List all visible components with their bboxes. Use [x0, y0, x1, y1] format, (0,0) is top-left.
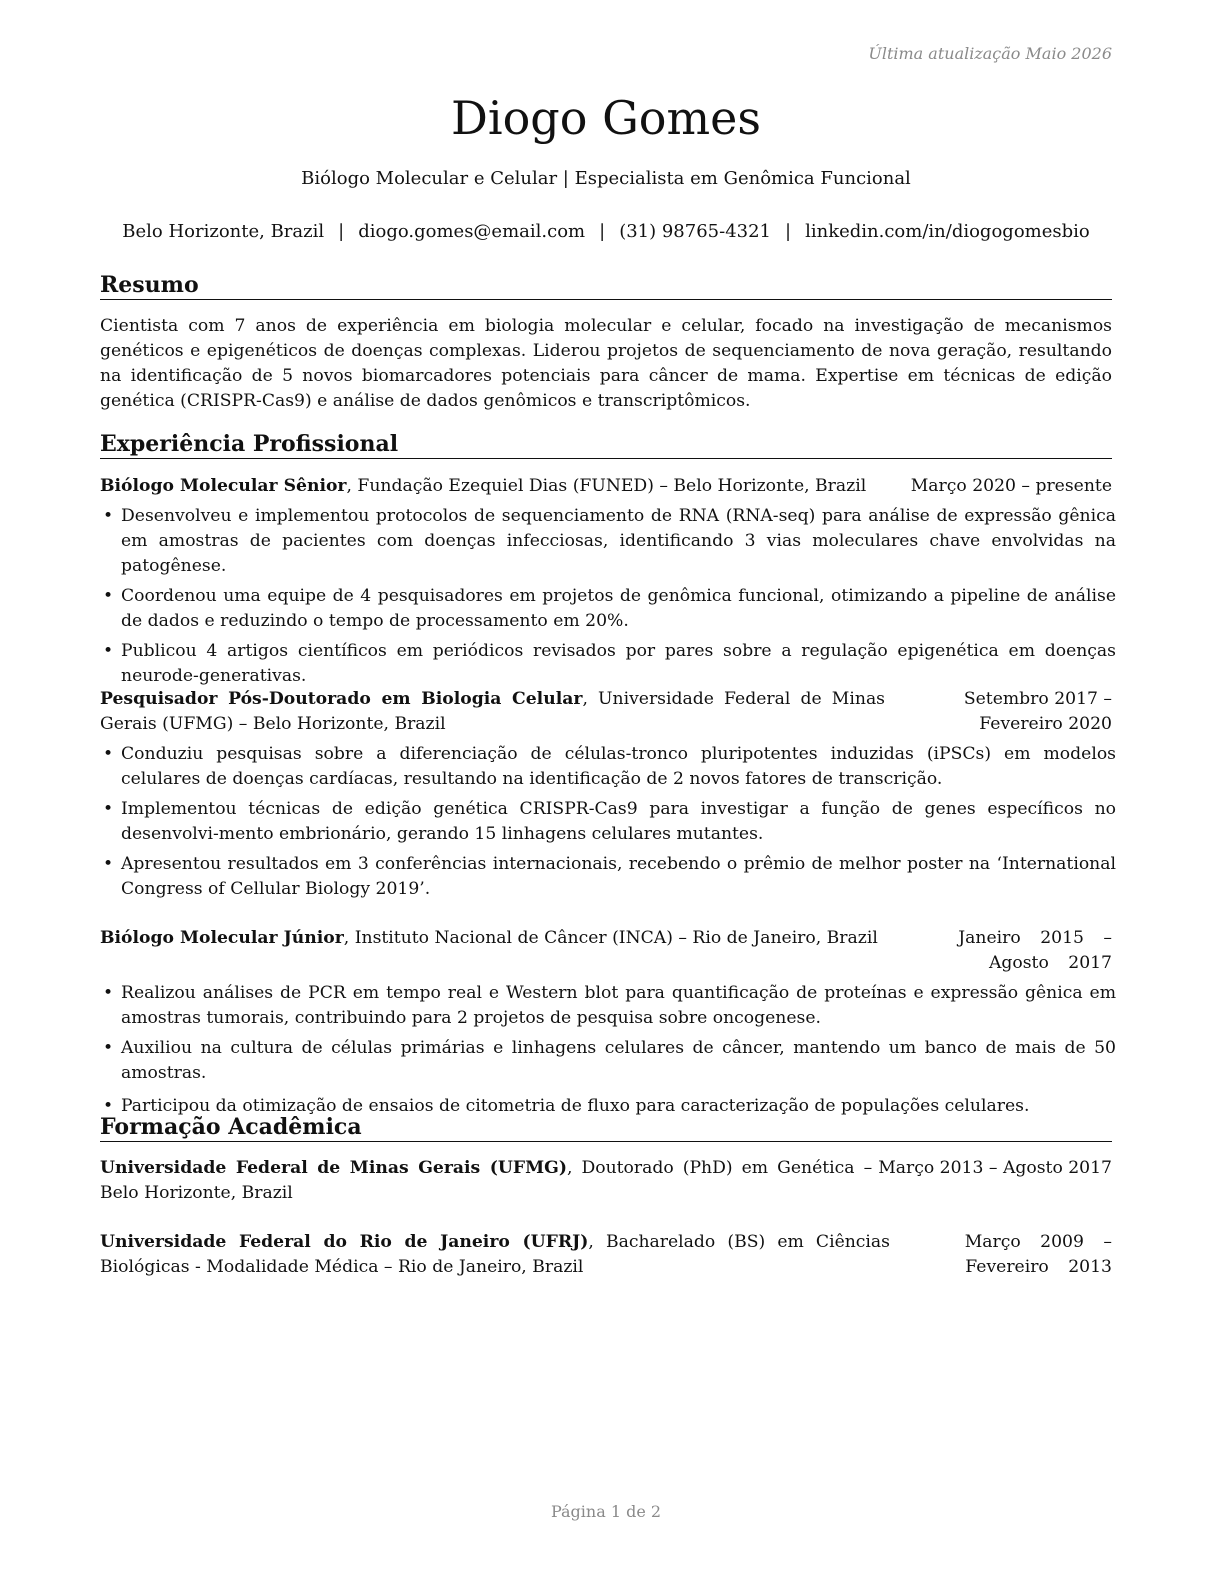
education-dates: Março 2013 – Agosto 2017 — [878, 1158, 1112, 1178]
contact-location: Belo Horizonte, Brazil — [122, 221, 325, 242]
job-header — [100, 687, 1112, 737]
contact-phone: (31) 98765-4321 — [619, 221, 772, 242]
job-dates: Setembro 2017 – Fevereiro 2020 — [963, 689, 1112, 734]
contact-separator: | — [785, 221, 792, 242]
education-school: Universidade Federal do Rio de Janeiro (UFRJ) — [100, 1232, 589, 1252]
job-org: , Instituto Nacional de Câncer (INCA) – Rio de Janeiro, Brazil — [343, 928, 878, 948]
last-updated: Última atualização Maio 2026 — [868, 44, 1112, 63]
list-item: • Desenvolveu e implementou protocolos de sequenciamento de RNA (RNA-seq) para análise de expressão gênica em amostras de pacientes com doenças infecciosas, identificando 3 vias moleculares chave envolvidas na patogênese. — [100, 504, 1116, 579]
list-item: • Coordenou uma equipe de 4 pesquisadores em projetos de genômica funcional, otimizando a pipeline de análise de dados e reduzindo o tempo de processamento em 20%. — [100, 584, 1116, 634]
list-item: • Realizou análises de PCR em tempo real e Western blot para quantificação de proteínas e expressão gênica em amostras tumorais, contribuindo para 2 projetos de pesquisa sobre oncogenese. — [100, 981, 1116, 1031]
job-org: , Fundação Ezequiel Dias (FUNED) – Belo Horizonte, Brazil — [346, 476, 867, 496]
resume-page — [100, 0, 1116, 1584]
list-item: • Publicou 4 artigos científicos em periódicos revisados por pares sobre a regulação epigenética em doenças neurode-generativas. — [100, 639, 1116, 689]
section-title-summary: Resumo — [100, 271, 1112, 300]
contact-separator: | — [338, 221, 345, 242]
job-org: , Universidade Federal de Minas Gerais (UFMG) – Belo Horizonte, Brazil — [100, 689, 886, 734]
page-number: Página 1 de 2 — [550, 1502, 662, 1521]
education-entry — [100, 1230, 1112, 1280]
education-detail: , Doutorado (PhD) em Genética – Belo Horizonte, Brazil — [100, 1158, 873, 1203]
contact-linkedin[interactable]: linkedin.com/in/diogogomesbio — [805, 221, 1090, 242]
job-header — [100, 474, 1112, 499]
job-bullets — [100, 981, 1116, 1119]
job-role: Pesquisador Pós-Doutorado em Biologia Celular — [100, 689, 583, 709]
section-title-experience: Experiência Profissional — [100, 430, 1112, 459]
job-bullets — [100, 742, 1116, 902]
contact-line — [100, 219, 1112, 245]
contact-email[interactable]: diogo.gomes@email.com — [358, 221, 586, 242]
job-bullets — [100, 504, 1116, 689]
education-school: Universidade Federal de Minas Gerais (UFMG) — [100, 1158, 567, 1178]
job-dates: Março 2020 – presente — [910, 476, 1112, 496]
job-dates: Janeiro 2015 – Agosto 2017 — [958, 928, 1112, 973]
job-role: Biólogo Molecular Júnior — [100, 928, 344, 948]
list-item: • Implementou técnicas de edição genética CRISPR-Cas9 para investigar a função de genes específicos no desenvolvi-mento embrionário, gerando 15 linhagens celulares mutantes. — [100, 797, 1116, 847]
summary-text: Cientista com 7 anos de experiência em biologia molecular e celular, focado na investigação de mecanismos genéticos e epigenéticos de doenças complexas. Liderou projetos de sequenciamento de nova geração, resultando na identificação de 5 novos biomarcadores potenciais para câncer de mama. Expertise em técnicas de edição genética (CRISPR-Cas9) e análise de dados genômicos e transcriptômicos. — [100, 316, 1112, 411]
list-item: • Auxiliou na cultura de células primárias e linhagens celulares de câncer, mantendo um banco de mais de 50 amostras. — [100, 1036, 1116, 1086]
contact-separator: | — [599, 221, 606, 242]
job-role: Biólogo Molecular Sênior — [100, 476, 347, 496]
job-header — [100, 926, 1112, 976]
section-title-education: Formação Acadêmica — [100, 1113, 1112, 1142]
candidate-subtitle: Biólogo Molecular e Celular | Especialista em Genômica Funcional — [301, 168, 911, 189]
list-item: • Participou da otimização de ensaios de citometria de fluxo para caracterização de populações celulares. — [100, 1094, 1116, 1119]
education-detail: , Bacharelado (BS) em Ciências Biológicas - Modalidade Médica – Rio de Janeiro, Brazil — [100, 1232, 890, 1277]
list-item: • Conduziu pesquisas sobre a diferenciação de células-tronco pluripotentes induzidas (iPSCs) em modelos celulares de doenças cardíacas, resultando na identificação de 2 novos fatores de transcrição. — [100, 742, 1116, 792]
candidate-name: Diogo Gomes — [451, 91, 761, 145]
list-item: • Apresentou resultados em 3 conferências internacionais, recebendo o prêmio de melhor poster na ‘International Congress of Cellular Biology 2019’. — [100, 852, 1116, 902]
education-entry — [100, 1156, 1112, 1206]
education-dates: Março 2009 – Fevereiro 2013 — [964, 1232, 1112, 1277]
